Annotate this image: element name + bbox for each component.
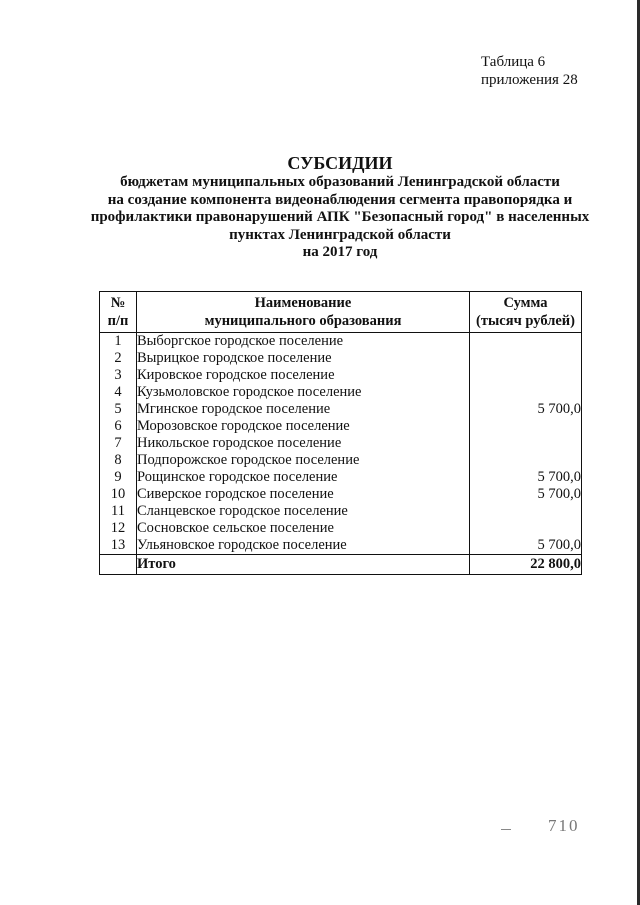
table-row: [100, 520, 582, 537]
row-sum: [470, 520, 582, 537]
total-row: [100, 555, 582, 575]
row-number: 13: [100, 537, 137, 555]
heading-line: пунктах Ленинградской области: [229, 226, 451, 243]
row-name: Подпорожское городское поселение: [137, 452, 470, 469]
table-row: [100, 503, 582, 520]
table-row: [100, 486, 582, 503]
table-row: [100, 333, 582, 351]
heading-title: СУБСИДИИ: [287, 153, 393, 173]
header-sum-line: Сумма: [503, 295, 548, 311]
row-name: Сланцевское городское поселение: [137, 503, 470, 520]
row-name: Ульяновское городское поселение: [137, 537, 470, 555]
header-number-line: №: [110, 295, 126, 311]
row-number: 5: [100, 401, 137, 418]
row-number: 9: [100, 469, 137, 486]
appendix-number: приложения 28: [481, 72, 578, 88]
row-sum: 5 700,0: [470, 469, 582, 486]
header-name-line: муниципального образования: [204, 313, 402, 329]
table-row: [100, 452, 582, 469]
row-name: Рощинское городское поселение: [137, 469, 470, 486]
row-sum: 5 700,0: [470, 486, 582, 503]
row-number: 1: [100, 333, 137, 351]
row-sum: [470, 350, 582, 367]
row-number: 6: [100, 418, 137, 435]
row-number: 3: [100, 367, 137, 384]
table-row: [100, 469, 582, 486]
table-row: [100, 537, 582, 555]
row-number: 10: [100, 486, 137, 503]
row-number: 7: [100, 435, 137, 452]
row-name: Мгинское городское поселение: [137, 401, 470, 418]
table-number: Таблица 6: [481, 54, 546, 70]
total-number-cell: [100, 555, 137, 575]
footer-dash: [501, 829, 511, 830]
row-name: Морозовское городское поселение: [137, 418, 470, 435]
heading-line: на 2017 год: [302, 244, 378, 260]
row-number: 2: [100, 350, 137, 367]
heading-line: профилактики правонарушений АПК "Безопасный город" в населенных: [90, 209, 590, 225]
row-name: Вырицкое городское поселение: [137, 350, 470, 367]
row-number: 8: [100, 452, 137, 469]
row-name: Кировское городское поселение: [137, 367, 470, 384]
row-number: 12: [100, 520, 137, 537]
row-sum: [470, 333, 582, 351]
header-sum-line: (тысяч рублей): [476, 313, 575, 329]
row-sum: [470, 367, 582, 384]
table-row: [100, 384, 582, 401]
table-row: [100, 435, 582, 452]
header-number: [100, 292, 137, 333]
row-name: Выборгское городское поселение: [137, 333, 470, 351]
table-row: [100, 418, 582, 435]
table-reference: [481, 53, 578, 89]
row-name: Сиверское городское поселение: [137, 486, 470, 503]
row-name: Никольское городское поселение: [137, 435, 470, 452]
row-sum: [470, 384, 582, 401]
row-sum: 5 700,0: [470, 401, 582, 418]
row-number: 4: [100, 384, 137, 401]
row-sum: [470, 435, 582, 452]
total-sum: 22 800,0: [470, 555, 582, 575]
row-sum: [470, 418, 582, 435]
table-row: [100, 401, 582, 418]
row-name: Кузьмоловское городское поселение: [137, 384, 470, 401]
row-sum: [470, 452, 582, 469]
header-name-line: Наименование: [254, 295, 352, 311]
page-number: 710: [548, 816, 580, 835]
document-heading: [60, 153, 620, 262]
table-header-row: [100, 292, 582, 333]
row-number: 11: [100, 503, 137, 520]
header-name: [137, 292, 470, 333]
header-sum: [470, 292, 582, 333]
heading-line: на создание компонента видеонаблюдения сегмента правопорядка и: [107, 191, 573, 208]
header-number-line: п/п: [107, 313, 129, 329]
total-label: Итого: [137, 555, 470, 575]
row-sum: [470, 503, 582, 520]
table-row: [100, 367, 582, 384]
heading-line: бюджетам муниципальных образований Ленинградской области: [120, 174, 560, 190]
subsidy-table: [99, 291, 582, 575]
row-name: Сосновское сельское поселение: [137, 520, 470, 537]
row-sum: 5 700,0: [470, 537, 582, 555]
table-row: [100, 350, 582, 367]
